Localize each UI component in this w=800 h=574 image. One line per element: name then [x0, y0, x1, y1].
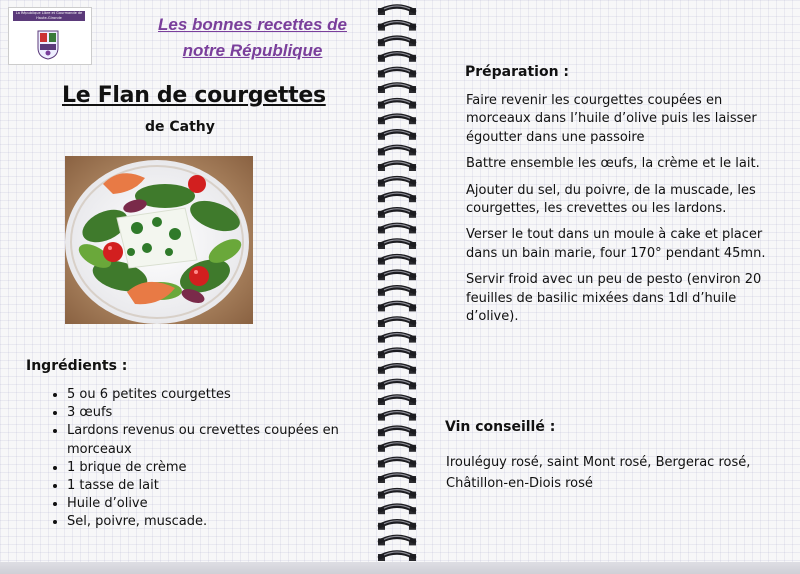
series-title-line1: Les bonnes recettes de [158, 15, 347, 34]
spiral-ring [378, 115, 416, 124]
recipe-title: Le Flan de courgettes [62, 83, 326, 108]
spiral-ring [378, 256, 416, 265]
coat-of-arms-icon [37, 30, 59, 60]
spiral-ring [378, 209, 416, 218]
preparation-heading: Préparation : [465, 64, 570, 80]
list-item: • Huile d’olive [67, 495, 367, 513]
spiral-ring [378, 6, 416, 15]
spiral-ring [378, 427, 416, 436]
list-item: • Lardons revenus ou crevettes coupées en morceaux [67, 422, 367, 458]
list-item: • 3 œufs [67, 404, 367, 422]
wine-heading: Vin conseillé : [445, 419, 556, 435]
spiral-ring [378, 396, 416, 405]
spiral-ring [378, 37, 416, 46]
spiral-ring [378, 474, 416, 483]
spiral-ring [378, 131, 416, 140]
spiral-ring [378, 458, 416, 467]
page-edge [0, 562, 800, 574]
spiral-ring [378, 240, 416, 249]
spiral-ring [378, 505, 416, 514]
spiral-ring [378, 521, 416, 530]
spiral-ring [378, 334, 416, 343]
list-item: • 1 tasse de lait [67, 477, 367, 495]
spiral-ring [378, 536, 416, 545]
preparation-step: Servir froid avec un peu de pesto (environ 20 feuilles de basilic mixées dans 1dl d’huile d’olive). [466, 272, 762, 325]
spiral-ring [378, 271, 416, 280]
spiral-ring [378, 162, 416, 171]
spiral-ring [378, 380, 416, 389]
preparation-step: Faire revenir les courgettes coupées en morceaux dans l’huile d’olive puis les laisser égoutter dans une passoire [466, 93, 757, 145]
spiral-ring [378, 22, 416, 31]
spiral-ring [378, 287, 416, 296]
spiral-ring [378, 490, 416, 499]
ingredients-list [45, 386, 367, 532]
spiral-ring [378, 349, 416, 358]
dish-photo [65, 156, 253, 324]
list-item: • Sel, poivre, muscade. [67, 513, 367, 531]
spiral-ring [378, 146, 416, 155]
spiral-ring [378, 53, 416, 62]
spiral-ring [378, 318, 416, 327]
list-item: • 1 brique de crème [67, 459, 367, 477]
spiral-ring [378, 365, 416, 374]
spiral-ring [378, 178, 416, 187]
spiral-ring [378, 100, 416, 109]
spiral-ring [378, 302, 416, 311]
spiral-ring [378, 68, 416, 77]
republic-logo [8, 7, 92, 65]
series-title [140, 12, 365, 64]
spiral-ring [378, 84, 416, 93]
ingredients-heading: Ingrédients : [26, 358, 128, 374]
series-title-line2: notre République [182, 41, 323, 60]
spiral-binding [368, 0, 426, 574]
spiral-ring [378, 412, 416, 421]
preparation-step: Verser le tout dans un moule à cake et placer dans un bain marie, four 170° pendant 45mn. [466, 227, 766, 261]
preparation-step: Battre ensemble les œufs, la crème et le lait. [466, 156, 760, 172]
wine-recommendation: Irouléguy rosé, saint Mont rosé, Bergerac rosé, Châtillon-en-Diois rosé [446, 455, 751, 491]
list-item: • 5 ou 6 petites courgettes [67, 386, 367, 404]
preparation-steps [466, 92, 776, 334]
spiral-ring [378, 443, 416, 452]
logo-banner: La République Libre et Gourmande de Haute-Gironde [13, 11, 85, 21]
recipe-author: de Cathy [145, 119, 215, 135]
spiral-ring [378, 224, 416, 233]
spiral-ring [378, 193, 416, 202]
preparation-step: Ajouter du sel, du poivre, de la muscade, les courgettes, les crevettes ou les lardons. [466, 182, 756, 217]
spiral-ring [378, 552, 416, 561]
